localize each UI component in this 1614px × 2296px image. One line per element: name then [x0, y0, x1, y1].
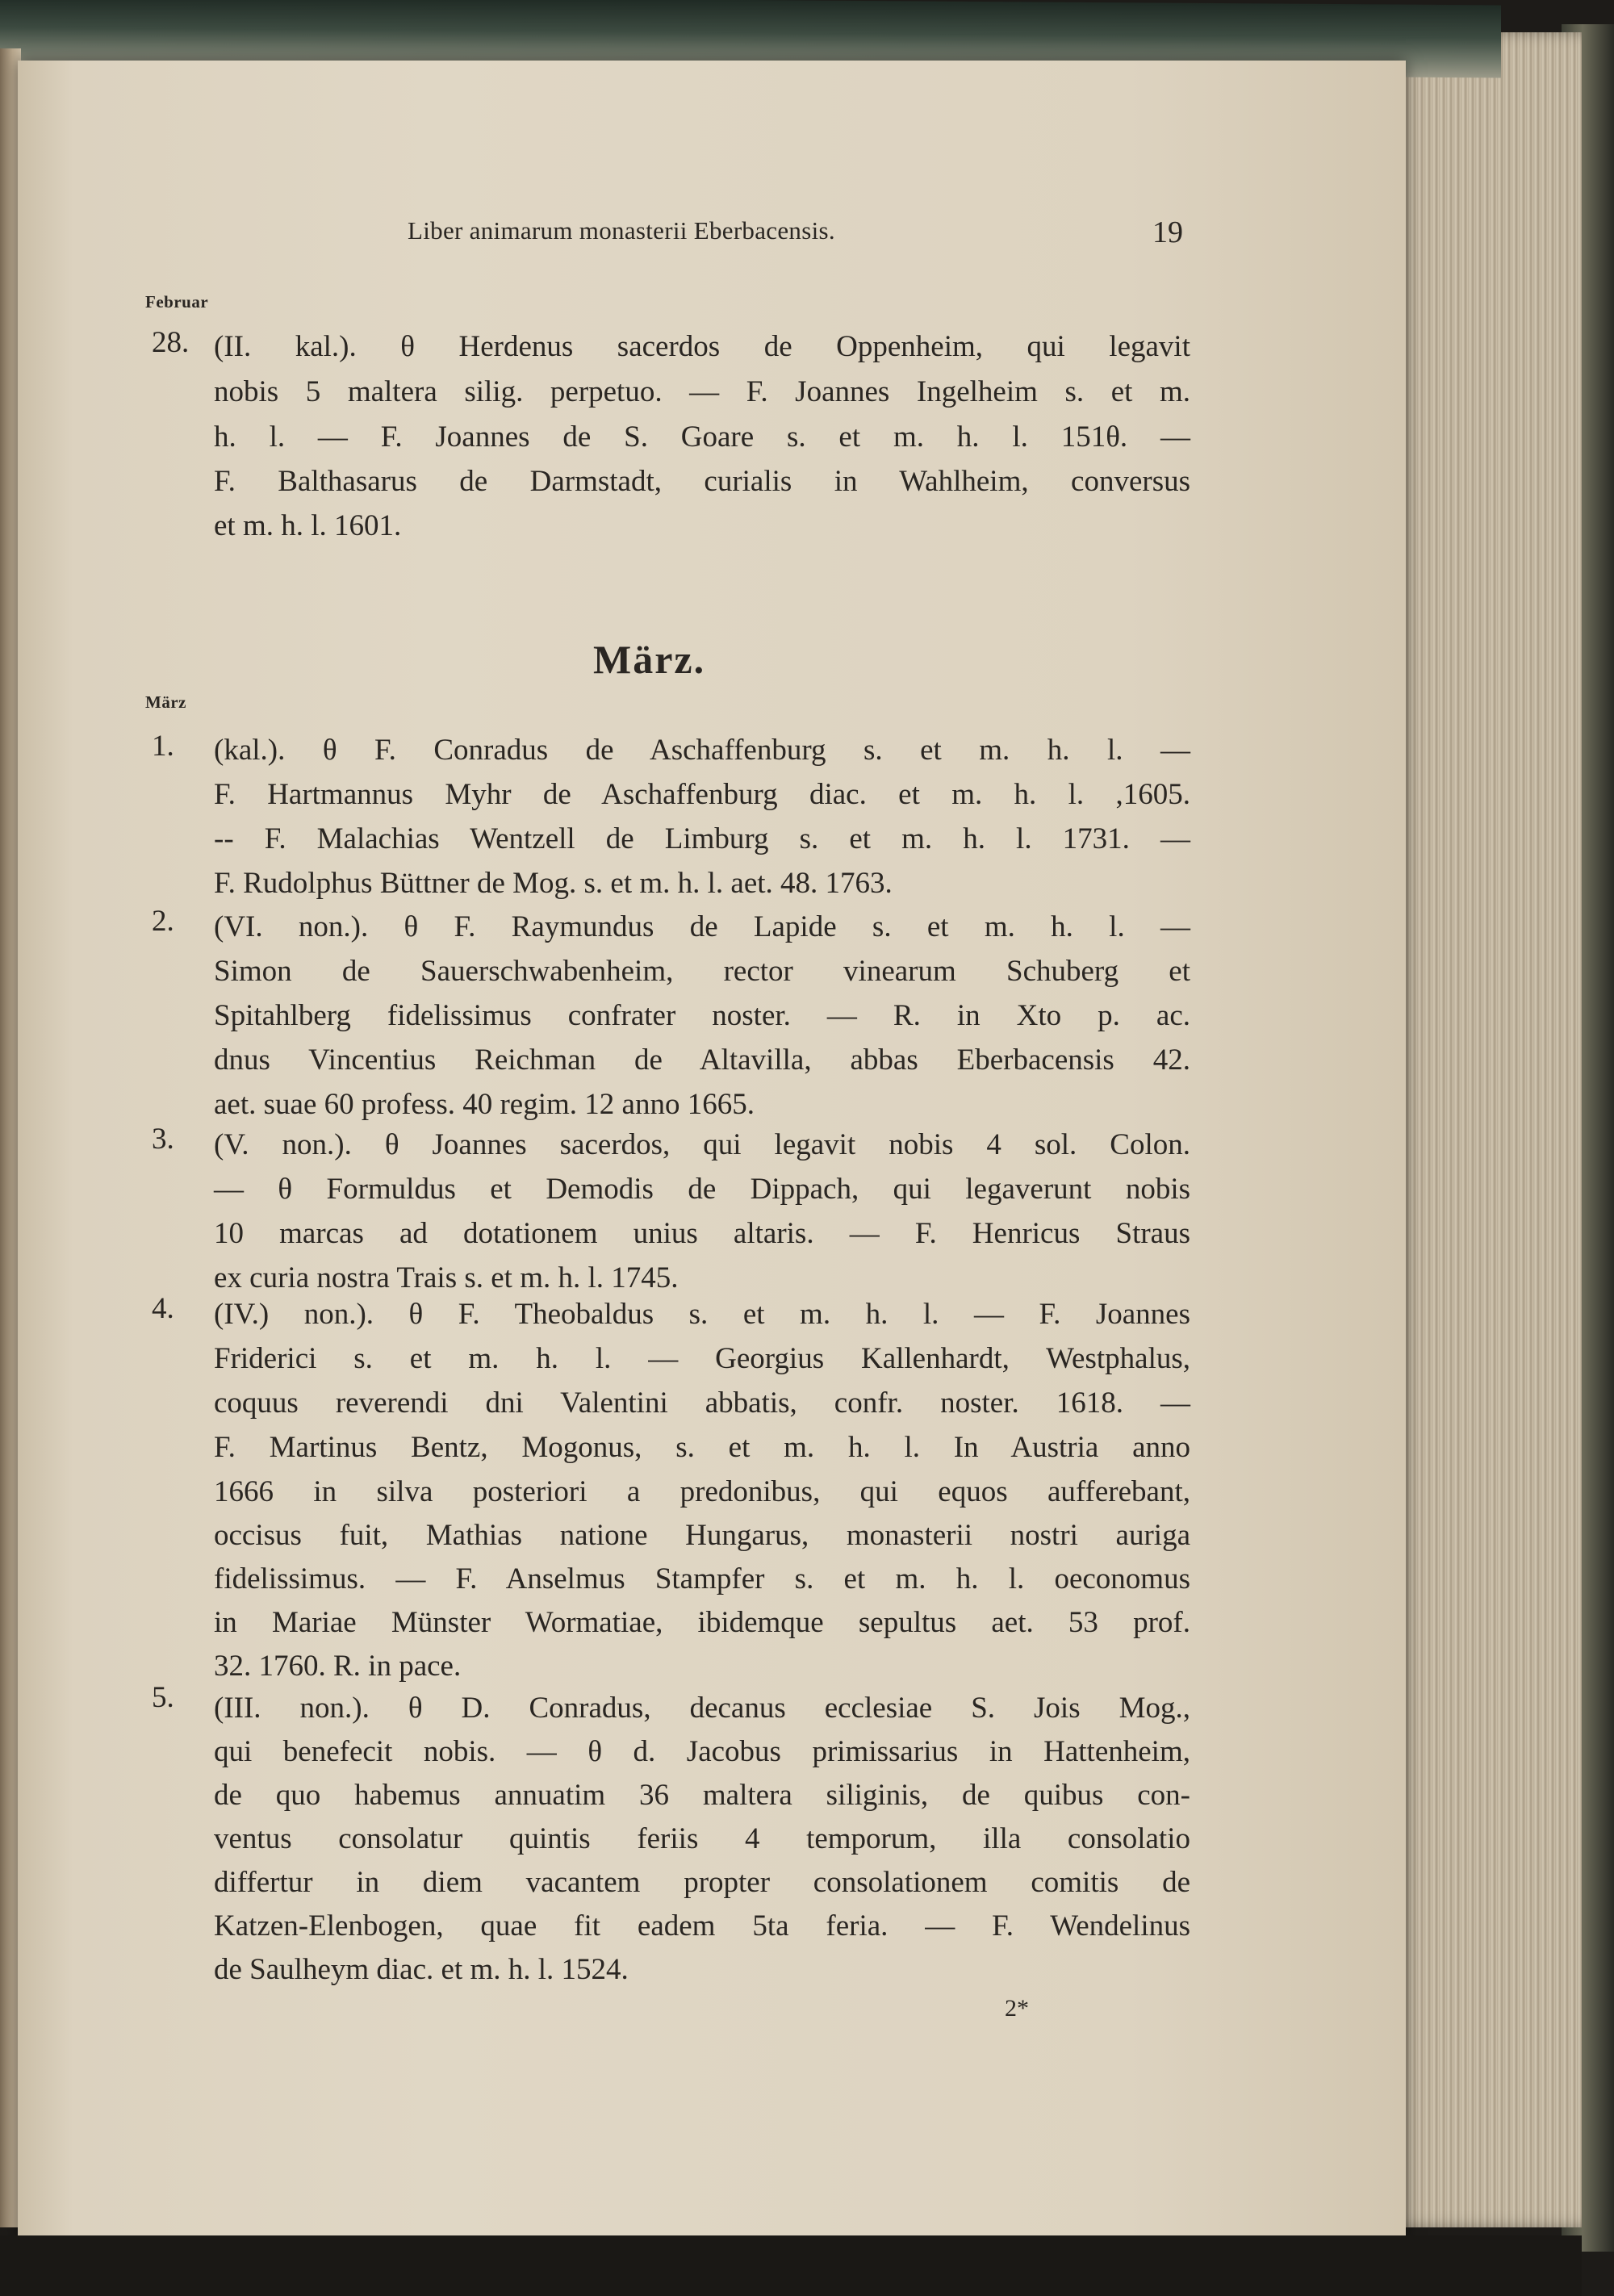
entry-line: nobis 5 maltera silig. perpetuo. — F. Joannes Ingelheim s. et m. — [214, 375, 1190, 408]
entry-line: de Saulheym diac. et m. h. l. 1524. — [214, 1953, 629, 1986]
entry-line: et m. h. l. 1601. — [214, 509, 402, 542]
entry-line: 32. 1760. R. in pace. — [214, 1650, 462, 1683]
sidenote-februar: Februar — [145, 292, 209, 312]
entry-line: dnus Vincentius Reichman de Altavilla, abbas Eberbacensis 42. — [214, 1043, 1190, 1077]
entry-line: Simon de Sauerschwabenheim, rector vinearum Schuberg et — [214, 955, 1190, 988]
month-heading: März. — [593, 637, 706, 682]
page-number: 19 — [1152, 215, 1183, 249]
entry-line: ex curia nostra Trais s. et m. h. l. 1745. — [214, 1261, 679, 1294]
entry-line: (VI. non.). θ F. Raymundus de Lapide s. et m. h. l. — — [214, 910, 1190, 943]
entry-line: qui benefecit nobis. — θ d. Jacobus primissarius in Hattenheim, — [214, 1735, 1190, 1768]
entry-line: Friderici s. et m. h. l. — Georgius Kallenhardt, Westphalus, — [214, 1342, 1190, 1375]
entry-number: 4. — [152, 1292, 174, 1325]
entry-line: aet. suae 60 profess. 40 regim. 12 anno 1665. — [214, 1088, 755, 1121]
entry-line: fidelissimus. — F. Anselmus Stampfer s. et m. h. l. oeconomus — [214, 1562, 1190, 1595]
entry-line: de quo habemus annuatim 36 maltera siliginis, de quibus con- — [214, 1779, 1190, 1812]
entry-line: 1666 in silva posteriori a predonibus, qui equos aufferebant, — [214, 1475, 1190, 1508]
entry-line: (kal.). θ F. Conradus de Aschaffenburg s. et m. h. l. — — [214, 734, 1190, 767]
entry-line: in Mariae Münster Wormatiae, ibidemque sepultus aet. 53 prof. — [214, 1606, 1190, 1639]
page-stack-edge — [1388, 32, 1582, 2227]
entry-line: (II. kal.). θ Herdenus sacerdos de Oppenheim, qui legavit — [214, 330, 1190, 363]
entry-number: 5. — [152, 1681, 174, 1714]
entry-number: 1. — [152, 730, 174, 763]
entry-line: F. Hartmannus Myhr de Aschaffenburg diac. et m. h. l. ,1605. — [214, 778, 1190, 811]
entry-line: Katzen-Elenbogen, quae fit eadem 5ta feria. — F. Wendelinus — [214, 1909, 1190, 1943]
entry-number: 2. — [152, 905, 174, 938]
entry-line: (III. non.). θ D. Conradus, decanus ecclesiae S. Jois Mog., — [214, 1692, 1190, 1725]
entry-line: — θ Formuldus et Demodis de Dippach, qui legaverunt nobis — [214, 1173, 1190, 1206]
entry-line: (IV.) non.). θ F. Theobaldus s. et m. h. l. — F. Joannes — [214, 1298, 1190, 1331]
signature-mark: 2* — [1005, 1995, 1029, 2022]
entry-line: -- F. Malachias Wentzell de Limburg s. et m. h. l. 1731. — — [214, 822, 1190, 855]
entry-line: F. Balthasarus de Darmstadt, curialis in Wahlheim, conversus — [214, 465, 1190, 498]
sidenote-maerz: März — [145, 692, 186, 712]
entry-line: occisus fuit, Mathias natione Hungarus, monasterii nostri auriga — [214, 1519, 1190, 1552]
entry-line: F. Martinus Bentz, Mogonus, s. et m. h. l. In Austria anno — [214, 1431, 1190, 1464]
entry-line: F. Rudolphus Büttner de Mog. s. et m. h. l. aet. 48. 1763. — [214, 867, 893, 900]
page-bottom-shadow — [0, 2235, 1582, 2296]
running-header-title: Liber animarum monasterii Eberbacensis. — [408, 216, 835, 245]
entry-line: 10 marcas ad dotationem unius altaris. — F. Henricus Straus — [214, 1217, 1190, 1250]
entry-number: 3. — [152, 1123, 174, 1156]
entry-line: h. l. — F. Joannes de S. Goare s. et m. h. l. 151θ. — — [214, 420, 1190, 454]
entry-number: 28. — [152, 326, 190, 359]
entry-line: Spitahlberg fidelissimus confrater noster. — R. in Xto p. ac. — [214, 999, 1190, 1032]
entry-line: differtur in diem vacantem propter consolationem comitis de — [214, 1866, 1190, 1899]
entry-line: coquus reverendi dni Valentini abbatis, confr. noster. 1618. — — [214, 1386, 1190, 1420]
entry-line: ventus consolatur quintis feriis 4 temporum, illa consolatio — [214, 1822, 1190, 1855]
entry-line: (V. non.). θ Joannes sacerdos, qui legavit nobis 4 sol. Colon. — [214, 1128, 1190, 1161]
